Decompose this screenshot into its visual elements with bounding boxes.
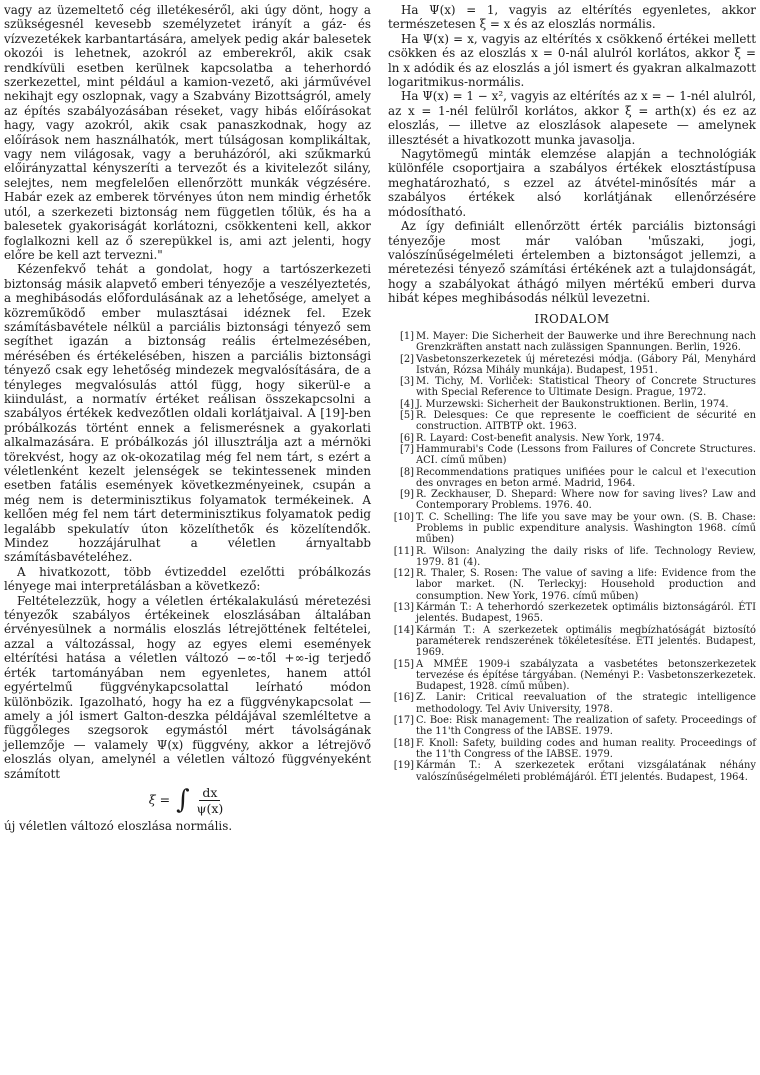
formula-lhs: ξ = [148,792,171,808]
reference-number: [8] [400,466,414,478]
reference-text: Hammurabi's Code (Lessons from Failures of Concrete Structures. ACI. című műben) [416,443,756,467]
reference-text: C. Boe: Risk management: The realization of safety. Proceedings of the 11'th Congress of the IABSE. 1979. [416,715,756,738]
reference-item [388,715,756,738]
paragraph: Feltételezzük, hogy a véletlen értékalakulású méretezési tényezők szabályos értékeinek eloszlásában általában érvényesülnek a normális eloszlás létrejöttének feltételei, azzal a változással, hogy az egyes elemi események eltérítési hatása a véletlen változó −∞-től +∞-ig terjedő érték tartományában nem egyenletes, hanem attól egyértelmű függvénykapcsolattal leírható módon különbözik. Igazolható, hogy ha ez a függvénykapcsolat — amely a jól ismert Galton-deszka példájával szemléltetve a függőleges szegsorok egymástól mért távolságának jellemzője — valamely Ψ(x) függvény, akkor a létrejövő eloszlás olyan, amelynél a véletlen változó függvényeként számított [4,593,371,781]
reference-number: [2] [400,353,414,365]
reference-item [388,512,756,546]
references-list [388,331,756,783]
reference-number: [17] [393,715,414,727]
reference-number: [14] [393,624,414,636]
reference-number: [18] [393,737,414,749]
formula-numerator: dx [199,785,220,801]
reference-number: [3] [400,376,414,388]
reference-text: J. Murzewski: Sicherheit der Baukonstruktionen. Berlin, 1974. [416,398,729,410]
reference-text: Vasbetonszerkezetek új méretezési módja. (Gábory Pál, Menyhárd István, Rózsa Mihály munkája). Budapest, 1951. [416,353,756,376]
reference-text: M. Mayer: Die Sicherheit der Bauwerke und ihre Berechnung nach Grenzkräften anstatt nach zulässigen Spannungen. Berlin, 1926. [416,330,756,354]
reference-item [388,692,756,715]
reference-item [388,602,756,625]
reference-item [388,738,756,761]
right-column [388,3,756,783]
reference-number: [10] [393,511,414,523]
paragraph: Nagytömegű minták elemzése alapján a technológiák különféle csoportjaira a szabályos értékek elosztástípusa meghatározható, s ezzel az átvétel-minősítés már a szabályos értékek alsó korlátjának ellenőrzésére módosítható. [388,147,756,219]
paragraph: Ha Ψ(x) = 1 − x², vagyis az eltérítés az x = − 1-nél alulról, az x = 1-nél felülről korlátos, akkor ξ = arth(x) és ez az eloszlás, — illetve az eloszlások alapesete — amelynek illesztését a hivatkozott munka javasolja. [388,89,756,147]
reference-item [388,659,756,693]
reference-item [388,546,756,569]
reference-number: [1] [400,330,414,342]
reference-item [388,331,756,354]
reference-number: [11] [393,545,414,557]
reference-item [388,354,756,377]
reference-text: R. Wilson: Analyzing the daily risks of life. Technology Review, 1979. 81 (4). [416,545,756,568]
reference-number: [19] [393,760,414,772]
reference-text: Kármán T.: A szerkezetek optimális megbízhatóságát biztosító paraméterek rendszerének tökéletesítése. ÉTI jelentés. Budapest, 1969. [416,624,756,659]
reference-number: [16] [393,692,414,704]
paragraph: Kézenfekvő tehát a gondolat, hogy a tartószerkezeti biztonság másik alapvető emberi tényezője a veszélyeztetés, a meghibásodás előfordulásának az a lehetősége, amelyet a közreműködő ember mulasztásai idéznek fel. Ezek számításbavétele nélkül a parciális biztonsági tényező sem segíthet igazán a biztonság reális értelmezésében, mérésében és értékelésében, hiszen a parciális biztonsági tényező csak egy lehetőség mindezek megvalósítására, de a tényleges megvalósulás attól függ, hogy sikerül-e a kiindulást, a normatív értéket reálisan összekapcsolni a szabályos értékek kedvezőtlen oldali korlátjaival. A [19]-ben próbálkozás történt ennek a felismerésnek a gyakorlati alkalmazására. E próbálkozás jól illusztrálja azt a mérnöki törekvést, hogy az ok-okozatilag még fel nem tárt, s ezért a véletlenként kezelt jelenségek se tekintessenek minden esetben fatális események következményeinek, csupán a még nem is determinisztikus folyamatok termékeinek. A kellően még fel nem tárt determinisztikus folyamatok pedig legalább spekulatív úton közelíthetők és közelítendők. Mindez hozzájárulhat a véletlen árnyaltabb számításbavételéhez. [4,262,371,565]
reference-item [388,433,756,444]
paragraph: Ha Ψ(x) = 1, vagyis az eltérítés egyenletes, akkor természetesen ξ = x és az eloszlás normális. [388,3,756,32]
reference-text: Kármán T.: A teherhordó szerkezetek optimális biztonságáról. ÉTI jelentés. Budapest, 1965. [416,602,756,625]
reference-item [388,760,756,783]
left-column [4,3,371,833]
reference-item [388,467,756,490]
integral-sign: ∫ [176,785,190,816]
reference-item [388,399,756,410]
reference-text: A MMÉE 1909-i szabályzata a vasbetétes betonszerkezetek tervezése és építése tárgyában. (Neményi P.: Vasbetonszerkezetek. Budapest, 1928. című műben). [416,658,756,693]
paragraph: A hivatkozott, több évtizeddel ezelőtti próbálkozás lényege mai interpretálásban a következő: [4,564,371,594]
reference-item [388,410,756,433]
reference-text: R. Thaler, S. Rosen: The value of saving a life: Evidence from the labor market. (N. Terleckyj: Household production and consumption. New York, 1976. című műben) [416,568,756,602]
references-heading: IRODALOM [534,311,610,326]
reference-text: Kármán T.: A szerkezetek erőtani vizsgálatának néhány valószínűségelméleti problémájáról. ÉTI jelentés. Budapest, 1964. [416,760,756,783]
reference-text: F. Knoll: Safety, building codes and human reality. Proceedings of the 11'th Congress of the IABSE. 1979. [416,737,756,760]
reference-number: [4] [400,398,414,410]
reference-text: R. Layard: Cost-benefit analysis. New York, 1974. [416,432,665,444]
paragraph: új véletlen változó eloszlása normális. [4,818,233,833]
reference-number: [7] [400,443,414,455]
reference-number: [12] [393,568,414,580]
paragraph: Az így definiált ellenőrzött érték parciális biztonsági tényezője most már valóban 'műszaki, jogi, valószínűségelméleti értelemben a biztonságot jellemzi, a méretezési tényező számítási értékének azt a tulajdonságát, hogy a szabályokat áthágó milyen mértékű emberi durva hibát képes meghibásodás nélkül levezetni. [388,219,756,306]
reference-number: [13] [393,602,414,614]
reference-text: R. Zeckhauser, D. Shepard: Where now for saving lives? Law and Contemporary Problems. 1976. 40. [416,489,756,512]
reference-item [388,568,756,602]
paragraph: vagy az üzemeltető cég illetékeséről, aki úgy dönt, hogy a szükségesnél kevesebb személyzetet irányít a gáz- és vízvezetékek karbantartására, amelyek pedig akár balesetek okozói is lehetnek, azokról az emberekről, akik csak rendkívüli esetben kerülnek kapcsolatba a teherhordó szerkezettel, mint például a kamion-vezető, aki járművével nekihajt egy oszlopnak, vagy a Szabvány Bizottságról, amely az építés szabályozásában réseket, vagy hibás előírásokat hagy, vagy azokról, akik csak panaszkodnak, hogy az előírások nem használhatók, mert túlságosan komplikáltak, vagy nem világosak, vagy a beruházóról, aki szűkmarkú előirányzattal kényszeríti a tervezőt és a kivitelezőt silány, selejtes, nem megfelelően ellenőrzött munkák végzésére. Habár ezek az emberek törvényes úton nem mindig érhetők utól, a szerkezeti biztonság nem független tőlük, és ha a balesetek gyakoriságát korlátozni, csökkenteni kell, akkor foglalkozni kell az ő szerepükkel is, ami azt jelenti, hogy előre be kell azt tervezni." [4,3,371,262]
paragraph: Ha Ψ(x) = x, vagyis az eltérítés x csökkenő értékei mellett csökken és az eloszlás x = 0-nál alulról korlátos, akkor ξ = ln x adódik és az eloszlás a jól ismert és gyakran alkalmazott logaritmikus-normális. [388,31,756,90]
reference-number: [9] [400,489,414,501]
reference-item [388,376,756,399]
reference-item [388,489,756,512]
reference-number: [6] [400,432,414,444]
integral-formula [4,785,371,816]
reference-text: Recommendations pratiques unifiées pour le calcul et l'execution des onvrages en beton armé. Madrid, 1964. [416,466,756,489]
reference-text: T. C. Schelling: The life you save may be your own. (S. B. Chase: Problems in public expenditure analysis. Washington 1968. című műben) [416,511,756,546]
formula-denominator: ψ(x) [196,800,224,816]
reference-number: [15] [393,658,414,670]
reference-number: [5] [400,410,414,422]
reference-item [388,444,756,467]
reference-text: Z. Lanir: Critical reevaluation of the strategic intelligence methodology. Tel Aviv University, 1978. [416,692,756,715]
reference-text: M. Tichy, M. Vorliček: Statistical Theory of Concrete Structures with Special Reference to Ultimate Design. Prague, 1972. [416,376,756,399]
reference-item [388,625,756,659]
reference-text: R. Delesques: Ce que represente le coefficient de sécurité en construction. AITBTP okt. 1963. [416,410,756,433]
formula-fraction [194,785,227,816]
